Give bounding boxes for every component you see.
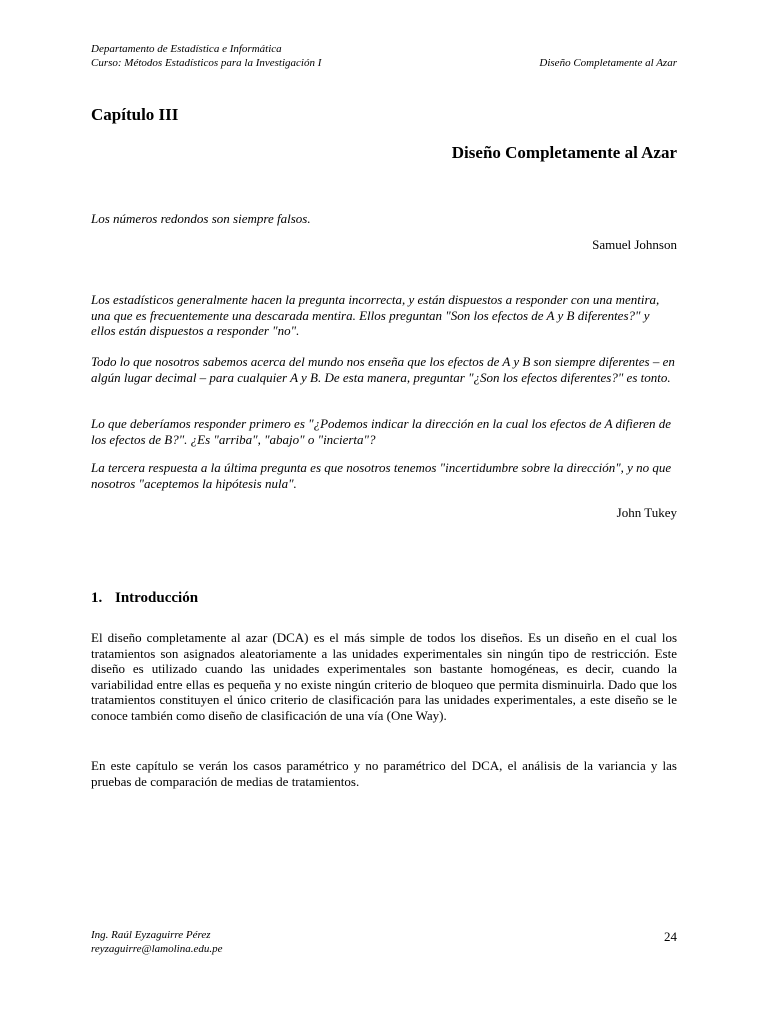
header-department: Departamento de Estadística e Informática — [91, 43, 282, 55]
epigraph-paragraph-4: La tercera respuesta a la última pregunta es que nosotros tenemos "incertidumbre sobre la dirección", y no que nosotros "aceptemos la hipótesis nula". — [91, 460, 672, 491]
epigraph-author: Samuel Johnson — [592, 237, 677, 252]
header-course: Curso: Métodos Estadísticos para la Investigación I — [91, 57, 322, 69]
epigraph-paragraph-2: Todo lo que nosotros sabemos acerca del mundo nos enseña que los efectos de A y B son siempre diferentes – en algún lugar decimal – para cualquier A y B. De esta manera, preguntar "¿Son los efectos diferentes?" es tonto. — [91, 354, 675, 385]
page-number: 24 — [664, 929, 677, 944]
section-title: Introducción — [115, 590, 199, 606]
section-number: 1. — [91, 590, 103, 606]
epigraph-paragraph-1: Los estadísticos generalmente hacen la pregunta incorrecta, y están dispuestos a responder con una mentira, una que es frecuentemente una descarada mentira. Ellos preguntan "Son los efectos de A y B diferentes?" y ellos están dispuestos a responder "no". — [91, 292, 660, 338]
section-paragraph-1: El diseño completamente al azar (DCA) es el más simple de todos los diseños. Es un diseño en el cual los tratamientos son asignados aleatoriamente a las unidades experimentales sin ningún tipo de restricción. Este diseño es utilizado cuando las unidades experimentales son bastante homogéneas, es decir, cuando la variabilidad entre ellas es pequeña y no existe ningún criterio de bloqueo que permita disminuirla. Dado que los tratamientos constituyen el único criterio de clasificación para las unidades experimentales, a este diseño se le conoce también como diseño de clasificación de una vía (One Way). — [91, 630, 677, 723]
header-running-title: Diseño Completamente al Azar — [539, 57, 677, 69]
section-heading — [91, 588, 198, 608]
footer-email: reyzaguirre@lamolina.edu.pe — [91, 943, 223, 955]
chapter-label: Capítulo III — [91, 105, 179, 124]
epigraph-quote: Los números redondos son siempre falsos. — [91, 211, 311, 226]
epigraph-paragraph-3: Lo que deberíamos responder primero es "¿Podemos indicar la dirección en la cual los efectos de A difieren de los efectos de B?". ¿Es "arriba", "abajo" o "incierta"? — [91, 416, 672, 447]
section-paragraph-2: En este capítulo se verán los casos paramétrico y no paramétrico del DCA, el análisis de la variancia y las pruebas de comparación de medias de tratamientos. — [91, 758, 677, 789]
chapter-title: Diseño Completamente al Azar — [451, 143, 677, 162]
footer-author-block — [91, 928, 223, 956]
footer-author: Ing. Raúl Eyzaguirre Pérez — [91, 929, 211, 941]
epigraph-author-2: John Tukey — [616, 505, 677, 520]
